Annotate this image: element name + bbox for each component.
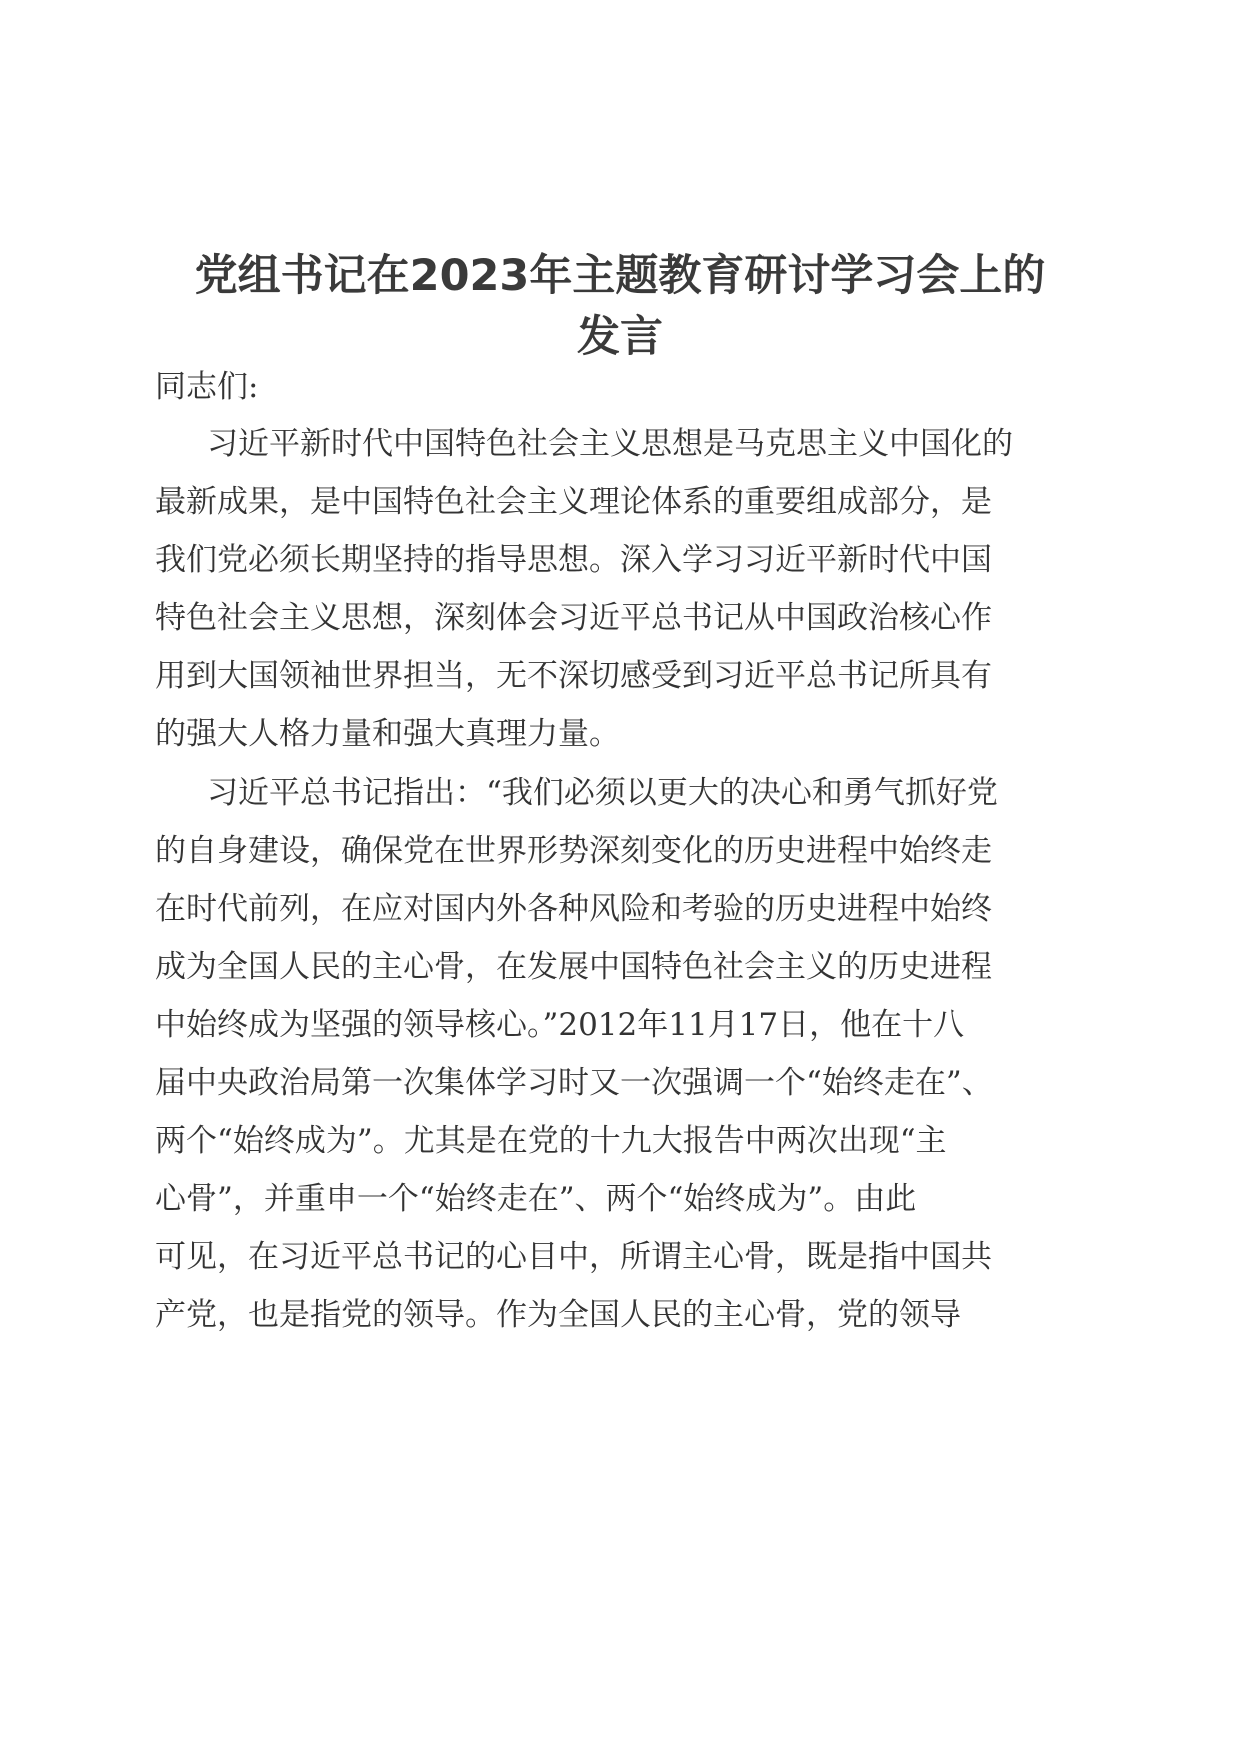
paragraph-2-line-5: 中始终成为坚强的领导核心。”2012年11月17日，他在十八 (155, 1007, 965, 1043)
paragraph-1-line-3: 我们党必须长期坚持的指导思想。深入学习习近平新时代中国 (155, 542, 992, 578)
paragraph-2-line-2: 的自身建设，确保党在世界形势深刻变化的历史进程中始终走 (155, 833, 992, 869)
document-title-line-2: 发言 (577, 312, 663, 362)
paragraph-2-line-1: 习近平总书记指出：“我们必须以更大的决心和勇气抓好党 (207, 775, 998, 811)
paragraph-1-line-4: 特色社会主义思想，深刻体会习近平总书记从中国政治核心作 (155, 600, 992, 636)
salutation: 同志们: (155, 369, 259, 405)
paragraph-1-line-2: 最新成果，是中国特色社会主义理论体系的重要组成部分，是 (155, 484, 992, 520)
paragraph-2-line-4: 成为全国人民的主心骨，在发展中国特色社会主义的历史进程 (155, 949, 992, 985)
paragraph-1-line-1: 习近平新时代中国特色社会主义思想是马克思主义中国化的 (207, 426, 1013, 462)
paragraph-2-line-8: 心骨”，并重申一个“始终走在”、两个“始终成为”。由此 (155, 1181, 917, 1217)
paragraph-2-line-6: 届中央政治局第一次集体学习时又一次强调一个“始终走在”、 (155, 1065, 993, 1101)
paragraph-2-line-3: 在时代前列，在应对国内外各种风险和考验的历史进程中始终 (155, 891, 992, 927)
paragraph-2-line-7: 两个“始终成为”。尤其是在党的十九大报告中两次出现“主 (155, 1123, 947, 1159)
paragraph-2-line-10: 产党，也是指党的领导。作为全国人民的主心骨，党的领导 (155, 1297, 961, 1333)
document-title-line-1: 党组书记在2023年主题教育研讨学习会上的 (194, 251, 1046, 301)
paragraph-2-line-9: 可见，在习近平总书记的心目中，所谓主心骨，既是指中国共 (155, 1239, 992, 1275)
paragraph-1-line-5: 用到大国领袖世界担当，无不深切感受到习近平总书记所具有 (155, 658, 992, 694)
paragraph-1-line-6: 的强大人格力量和强大真理力量。 (155, 716, 620, 752)
